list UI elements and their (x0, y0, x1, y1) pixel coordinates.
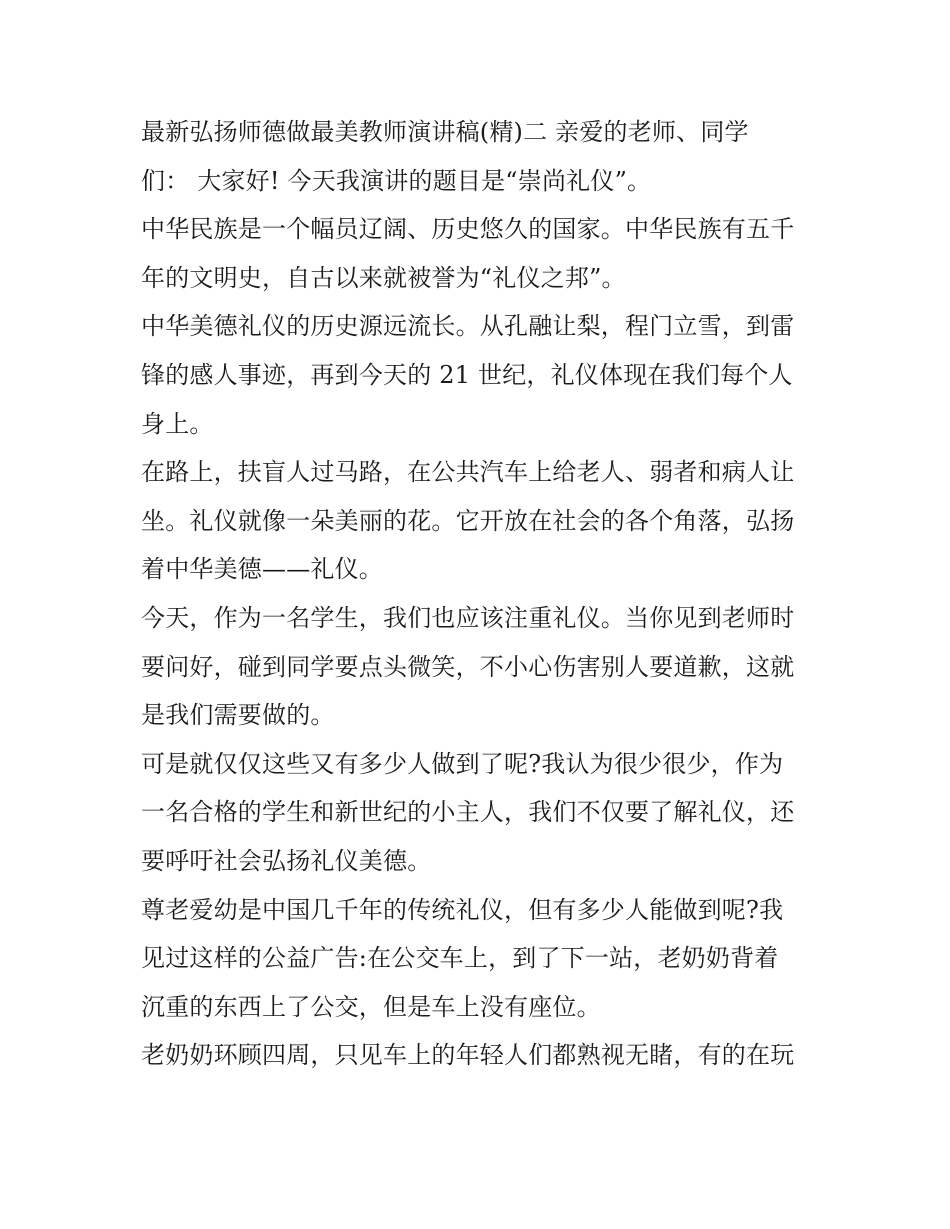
text-line: 尊老爱幼是中国几千年的传统礼仪，但有多少人能做到呢?我 (141, 895, 784, 924)
text-line: 中华美德礼仪的历史源远流长。从孔融让梨，程门立雪，到雷 (141, 312, 795, 341)
text-line: 可是就仅仅这些又有多少人做到了呢?我认为很少很少，作为 (141, 749, 784, 778)
text-line: 沉重的东西上了公交，但是车上没有座位。 (141, 992, 601, 1021)
text-line: 老奶奶环顾四周，只见车上的年轻人们都熟视无睹，有的在玩 (141, 1041, 795, 1070)
text-line: 中华民族是一个幅员辽阔、历史悠久的国家。中华民族有五千 (141, 215, 795, 244)
text-line: 身上。 (141, 409, 214, 438)
text-line: 要问好，碰到同学要点头微笑，不小心伤害别人要道歉，这就 (141, 652, 795, 681)
text-line: 见过这样的公益广告:在公交车上，到了下一站，老奶奶背着 (141, 944, 779, 973)
text-line: 最新弘扬师德做最美教师演讲稿(精)二 亲爱的老师、同学 (141, 118, 749, 146)
text-line: 一名合格的学生和新世纪的小主人，我们不仅要了解礼仪，还 (141, 798, 795, 827)
text-line: 锋的感人事迹，再到今天的 21 世纪，礼仪体现在我们每个人 (141, 360, 793, 389)
text-line: 年的文明史，自古以来就被誉为“礼仪之邦”。 (141, 263, 626, 292)
document-body (141, 108, 821, 1080)
text-line: 着中华美德——礼仪。 (141, 555, 383, 584)
text-line: 是我们需要做的。 (141, 701, 335, 730)
text-line: 坐。礼仪就像一朵美丽的花。它开放在社会的各个角落，弘扬 (141, 506, 795, 535)
text-line: 在路上，扶盲人过马路，在公共汽车上给老人、弱者和病人让 (141, 458, 795, 487)
text-line: 们： 大家好! 今天我演讲的题目是“崇尚礼仪”。 (141, 166, 652, 195)
text-line: 要呼吁社会弘扬礼仪美德。 (141, 846, 432, 875)
text-line: 今天，作为一名学生，我们也应该注重礼仪。当你见到老师时 (141, 603, 795, 632)
